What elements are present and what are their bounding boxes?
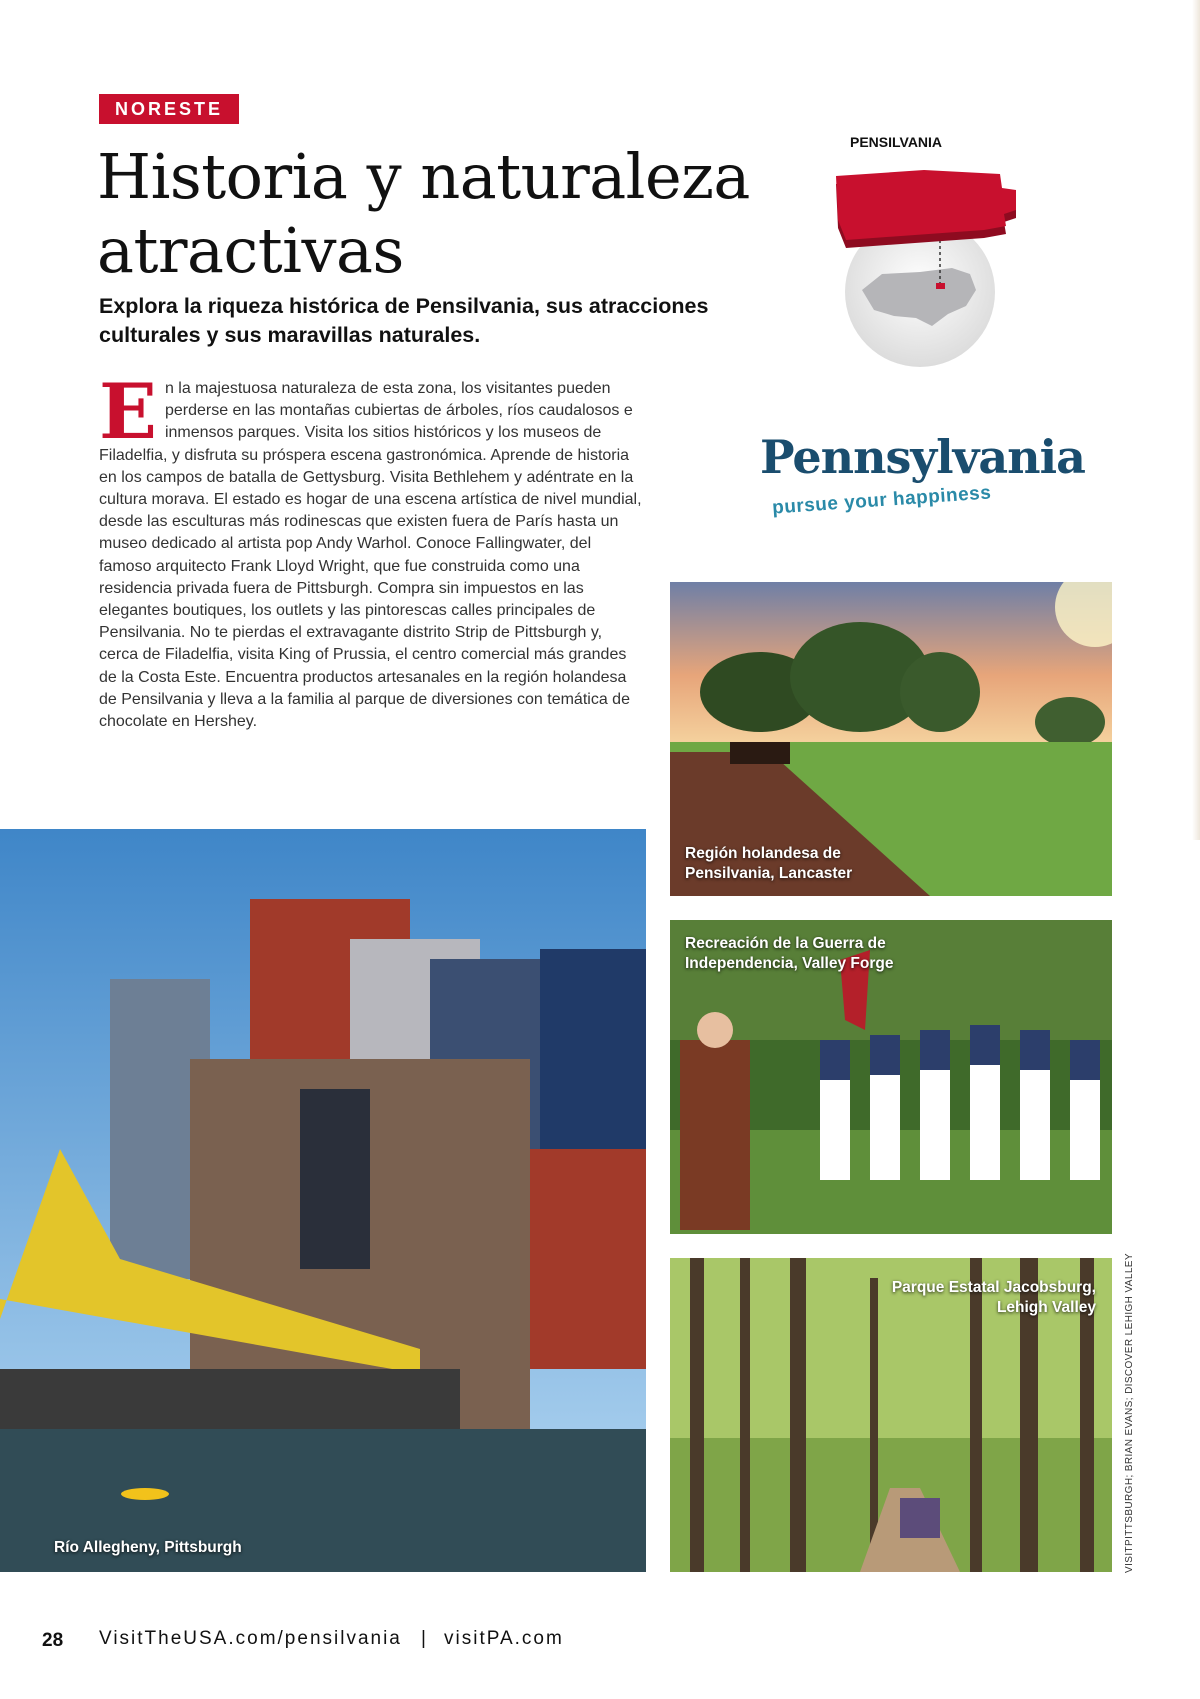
article-body [99, 367, 644, 733]
region-tag: NORESTE [99, 94, 239, 124]
locator-map [820, 150, 1040, 380]
state-marker [936, 283, 945, 289]
map-label: PENSILVANIA [850, 134, 943, 150]
page-number: 28 [42, 1630, 64, 1651]
caption-lancaster [685, 844, 852, 884]
caption-pittsburgh: Río Allegheny, Pittsburgh [54, 1539, 242, 1556]
photo-pittsburgh [0, 829, 646, 1572]
caption-lancaster-line1: Región holandesa de [685, 845, 841, 862]
caption-jacobsburg-line1: Parque Estatal Jacobsburg, [891, 1279, 1096, 1296]
photo-valley-forge [670, 920, 1112, 1234]
caption-lancaster-line2: Pensilvania, Lancaster [685, 865, 853, 882]
photo-credit: VISITPITTSBURGH; BRIAN EVANS; DISCOVER LEHIGH VALLEY [1124, 1253, 1135, 1573]
pennsylvania-logo [750, 430, 1085, 540]
drop-cap: E [99, 367, 157, 456]
pittsburgh-image [0, 829, 646, 1572]
logo-tagline: pursue your happiness [771, 482, 992, 519]
page-subtitle: Explora la riqueza histórica de Pensilvania, sus atracciones culturales y sus maravillas naturales. [99, 294, 709, 347]
page-edge [1192, 0, 1200, 840]
footer-link-visittheusa[interactable]: VisitTheUSA.com/pensilvania [99, 1628, 402, 1649]
photo-lancaster [670, 582, 1112, 896]
article-text: n la majestuosa naturaleza de esta zona, los visitantes pueden perderse en las montañas cubiertas de árboles, ríos caudalosos e inmensos parques. Visita los sitios históricos y los museos de Filadelfia, y disfruta su próspera escena gastronómica. Aprende de historia en los campos de batalla de Gettysburg. Visita Bethlehem y adéntrate en la cultura morava. El estado es hogar de una escena artística de nivel mundial, desde las esculturas más rodinescas que existen fuera de París hasta un museo dedicado al artista pop Andy Warhol. Conoce Fallingwater, del famoso arquitecto Frank Lloyd Wright, que fue construida como una residencia privada fuera de Pittsburgh. Compra sin impuestos en las elegantes boutiques, los outlets y las pintorescas calles principales de Pensilvania. No te pierdas el extravagante distrito Strip de Pittsburgh y, cerca de Filadelfia, visita King of Prussia, el centro comercial más grandes de la Costa Este. Encuentra productos artesanales en la región holandesa de Pensilvania y lleva a la familia al parque de diversiones con temática de chocolate en Hershey. [99, 380, 642, 731]
page-title: Historia y naturaleza atractivas [97, 140, 750, 287]
caption-jacobsburg [892, 1278, 1096, 1318]
footer-link-visitpa[interactable]: visitPA.com [444, 1628, 564, 1649]
logo-wordmark: Pennsylvania [760, 430, 1085, 484]
footer-separator: | [421, 1628, 426, 1649]
caption-valley-forge [685, 934, 893, 974]
caption-valley-forge-line1: Recreación de la Guerra de [685, 935, 886, 952]
locator-map-graphic [820, 150, 1040, 380]
caption-valley-forge-line2: Independencia, Valley Forge [685, 955, 894, 972]
photo-jacobsburg [670, 1258, 1112, 1572]
caption-jacobsburg-line2: Lehigh Valley [996, 1299, 1096, 1316]
